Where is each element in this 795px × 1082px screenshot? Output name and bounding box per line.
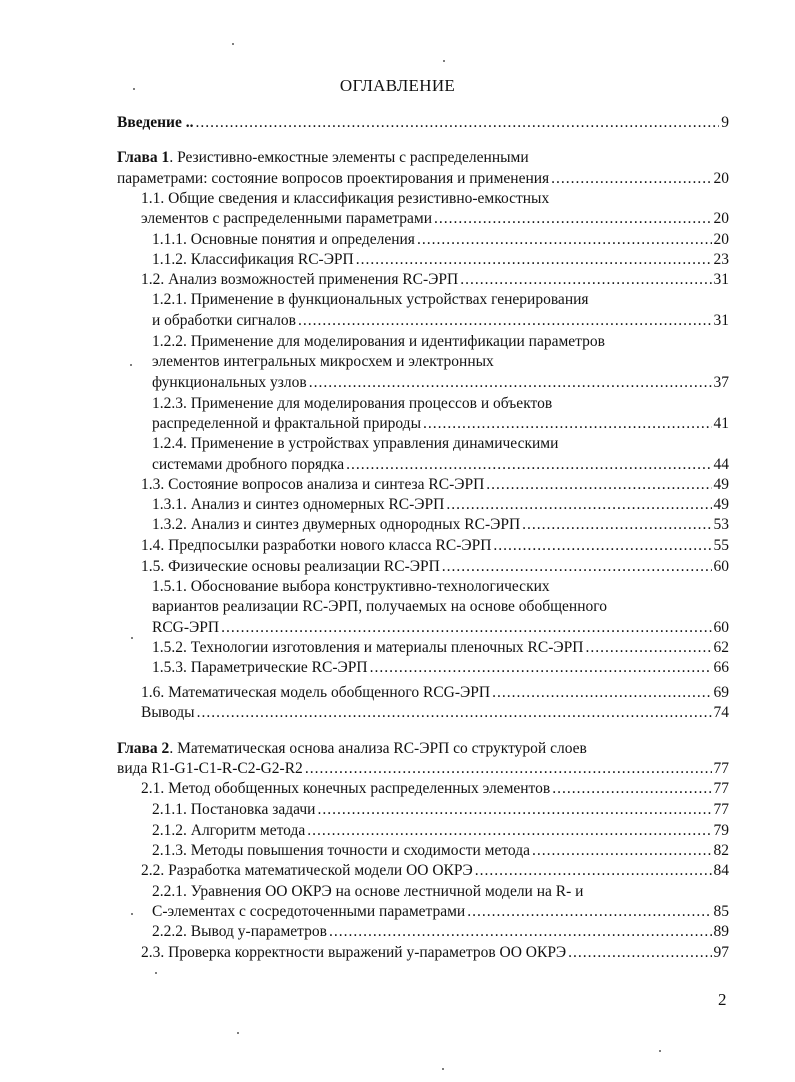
toc-label: 1.2.2. Применение для моделирования и идентификации параметров [152, 333, 605, 350]
toc-page: 84 [713, 862, 729, 879]
toc-page: 79 [713, 822, 729, 839]
leader-dots [298, 311, 712, 331]
toc-entry-introduction[interactable] [117, 113, 729, 133]
scan-speck [155, 972, 157, 974]
toc-label: 1.2.1. Применение в функциональных устройствах генерирования [152, 291, 589, 308]
toc-label: 1.5.1. Обоснование выбора конструктивно-технологических [152, 578, 550, 595]
leader-dots [532, 841, 712, 861]
toc-label: 2.1.3. Методы повышения точности и сходимости метода [152, 842, 530, 859]
toc-label: параметрами: состояние вопросов проектирования и применения [117, 170, 550, 187]
toc-label: 1.2.3. Применение для моделирования процессов и объектов [152, 395, 553, 412]
toc-entry-1-3[interactable] [141, 475, 729, 495]
leader-dots [434, 209, 711, 229]
scan-speck [443, 60, 445, 62]
leader-dots [551, 169, 711, 189]
toc-page: 20 [713, 210, 729, 227]
toc-label: 1.3.2. Анализ и синтез двумерных однородных RC-ЭРП [152, 516, 521, 533]
leader-dots [568, 943, 711, 963]
toc-label: 1.5.3. Параметрические RC-ЭРП [152, 659, 368, 676]
leader-dots [486, 475, 711, 495]
toc-page: 77 [713, 780, 729, 797]
toc-page: 60 [713, 619, 729, 636]
toc-entry-1-1-cont[interactable] [141, 209, 729, 229]
leader-dots [195, 113, 719, 133]
leader-dots [493, 536, 711, 556]
toc-label: 1.3.1. Анализ и синтез одномерных RC-ЭРП [152, 496, 445, 513]
toc-entry-1-2-2-cont2[interactable] [152, 373, 729, 393]
leader-dots [467, 902, 711, 922]
toc-entry-chapter-2-cont[interactable] [117, 759, 729, 779]
toc-label: 2.2. Разработка математической модели ОО ОКРЭ [141, 862, 473, 879]
toc-page: 85 [713, 903, 729, 920]
toc-page: 55 [713, 537, 729, 554]
toc-entry-1-4[interactable] [141, 536, 729, 556]
toc-label: RCG-ЭРП [152, 619, 220, 636]
toc-label: 1.1.1. Основные понятия и определения [152, 231, 415, 248]
toc-page: 41 [713, 415, 729, 432]
toc-label: 2.1. Метод обобщенных конечных распределенных элементов [141, 780, 551, 797]
toc-label: распределенной и фрактальной природы [152, 415, 421, 432]
leader-dots [309, 373, 712, 393]
toc-entry-1-2-2[interactable] [152, 332, 729, 352]
leader-dots [305, 759, 712, 779]
toc-page: 66 [713, 659, 729, 676]
toc-entry-1-5-1-cont2[interactable] [152, 618, 729, 638]
toc-page: 49 [713, 496, 729, 513]
toc-label: 1.6. Математическая модель обобщенного RCG-ЭРП [141, 684, 491, 701]
toc-label: . Математическая основа анализа RC-ЭРП со структурой слоев [169, 740, 587, 757]
toc-label: 1.3. Состояние вопросов анализа и синтеза RC-ЭРП [141, 476, 485, 493]
scan-speck [659, 1050, 661, 1052]
toc-entry-conclusions[interactable] [141, 703, 729, 723]
toc-entry-1-2-1[interactable] [152, 290, 729, 310]
toc-entry-1-5-3[interactable] [152, 658, 729, 678]
toc-entry-1-1-1[interactable] [152, 230, 729, 250]
toc-label: элементов с распределенными параметрами [141, 210, 433, 227]
chapter-prefix: Глава 2 [117, 740, 170, 757]
toc-entry-1-2-1-cont[interactable] [152, 311, 729, 331]
leader-dots [329, 922, 712, 942]
toc-page: 53 [713, 516, 729, 533]
toc-entry-chapter-2[interactable] [117, 739, 729, 759]
toc-label: 1.5.2. Технологии изготовления и материалы пленочных RC-ЭРП [152, 639, 584, 656]
toc-entry-1-5-2[interactable] [152, 638, 729, 658]
leader-dots [585, 638, 711, 658]
leader-dots [197, 703, 712, 723]
toc-label: 2.1.1. Постановка задачи [152, 801, 316, 818]
leader-dots [346, 455, 711, 475]
toc-entry-1-2-4[interactable] [152, 434, 729, 454]
toc-entry-2-2-2[interactable] [152, 922, 729, 942]
toc-page: 97 [713, 944, 729, 961]
toc-page: 77 [713, 760, 729, 777]
toc-entry-1-2-3-cont[interactable] [152, 414, 729, 434]
page-title: ОГЛАВЛЕНИЕ [339, 76, 456, 95]
toc-page: 62 [713, 639, 729, 656]
chapter-prefix: Глава 1 [117, 149, 170, 166]
toc-page: 89 [713, 923, 729, 940]
toc-page: 77 [713, 801, 729, 818]
toc-label: функциональных узлов [152, 374, 307, 391]
toc-page: 60 [713, 558, 729, 575]
toc-entry-2-2-1-cont[interactable] [152, 902, 729, 922]
scan-speck [130, 364, 132, 366]
scan-speck [133, 88, 135, 90]
leader-dots [460, 270, 711, 290]
leader-dots [356, 250, 712, 270]
toc-entry-1-2-3[interactable] [152, 394, 729, 414]
toc-entry-2-1-1[interactable] [152, 800, 729, 820]
toc-entry-1-3-2[interactable] [152, 515, 729, 535]
toc-label: . Резистивно-емкостные элементы с распределенными [169, 149, 529, 166]
leader-dots [442, 557, 712, 577]
toc-entry-1-5[interactable] [141, 557, 729, 577]
toc-label: 2.3. Проверка корректности выражений y-параметров ОО ОКРЭ [141, 944, 567, 961]
leader-dots [370, 658, 712, 678]
toc-label: 2.1.2. Алгоритм метода [152, 822, 306, 839]
toc-page: 31 [713, 271, 729, 288]
toc-entry-1-1-2[interactable] [152, 250, 729, 270]
toc-entry-1-3-1[interactable] [152, 495, 729, 515]
scan-speck [232, 43, 234, 45]
toc-label: 1.2.4. Применение в устройствах управления динамическими [152, 435, 559, 452]
toc-label: С-элементах с сосредоточенными параметрами [152, 903, 466, 920]
toc-entry-2-3[interactable] [141, 943, 729, 963]
toc-entry-2-2[interactable] [141, 861, 729, 881]
leader-dots [492, 683, 711, 703]
scan-speck [131, 637, 133, 639]
toc-page: 20 [713, 170, 729, 187]
toc-label: 2.2.2. Вывод y-параметров [152, 923, 327, 940]
toc-entry-2-1[interactable] [141, 779, 729, 799]
toc-entry-2-1-2[interactable] [152, 821, 729, 841]
toc-page: 74 [713, 704, 729, 721]
leader-dots [307, 821, 711, 841]
toc-page: 49 [713, 476, 729, 493]
toc-page: 69 [713, 684, 729, 701]
toc-entry-1-5-1[interactable] [152, 577, 729, 597]
toc-page: 44 [713, 456, 729, 473]
toc-entry-1-2-4-cont[interactable] [152, 455, 729, 475]
toc-entry-1-5-1-cont[interactable] [152, 597, 729, 617]
toc-label: Выводы [141, 704, 195, 721]
leader-dots [522, 515, 711, 535]
toc-page: 23 [713, 251, 729, 268]
toc-label: 1.1.2. Классификация RC-ЭРП [152, 251, 354, 268]
toc-label: системами дробного порядка [152, 456, 345, 473]
leader-dots [423, 414, 712, 434]
toc-label: элементов интегральных микросхем и электронных [152, 353, 494, 370]
scan-speck [237, 1032, 239, 1034]
toc-entry-1-2-2-cont[interactable] [152, 352, 729, 372]
scan-speck [131, 913, 133, 915]
leader-dots [552, 779, 711, 799]
toc-label: вида R1-G1-C1-R-C2-G2-R2 [117, 760, 303, 777]
leader-dots [221, 618, 711, 638]
toc-label: 1.5. Физические основы реализации RC-ЭРП [141, 558, 440, 575]
toc-entry-2-1-3[interactable] [152, 841, 729, 861]
scan-speck [442, 1068, 444, 1070]
toc-entry-chapter-1[interactable] [117, 148, 729, 168]
toc-label: 2.2.1. Уравнения ОО ОКРЭ на основе лестничной модели на R- и [152, 883, 584, 900]
leader-dots [475, 861, 712, 881]
toc-page: 20 [713, 231, 729, 248]
toc-page: 31 [713, 312, 729, 329]
toc-entry-1-6[interactable] [141, 683, 729, 703]
leader-dots [446, 495, 711, 515]
toc-label: 1.4. Предпосылки разработки нового класса RC-ЭРП [141, 537, 492, 554]
leader-dots [417, 230, 712, 250]
toc-entry-1-1[interactable] [141, 189, 729, 209]
toc-page: 37 [713, 374, 729, 391]
toc-entry-chapter-1-cont[interactable] [117, 169, 729, 189]
toc-page: 9 [721, 114, 729, 131]
page-number: 2 [718, 990, 727, 1009]
toc-page: 82 [713, 842, 729, 859]
toc-label: 1.1. Общие сведения и классификация резистивно-емкостных [141, 190, 550, 207]
toc-label: вариантов реализации RC-ЭРП, получаемых на основе обобщенного [152, 598, 607, 615]
toc-label: Введение .. [117, 114, 194, 131]
toc-label: и обработки сигналов [152, 312, 296, 329]
toc-entry-2-2-1[interactable] [152, 882, 729, 902]
toc-label: 1.2. Анализ возможностей применения RC-ЭРП [141, 271, 459, 288]
toc-entry-1-2[interactable] [141, 270, 729, 290]
leader-dots [317, 800, 711, 820]
